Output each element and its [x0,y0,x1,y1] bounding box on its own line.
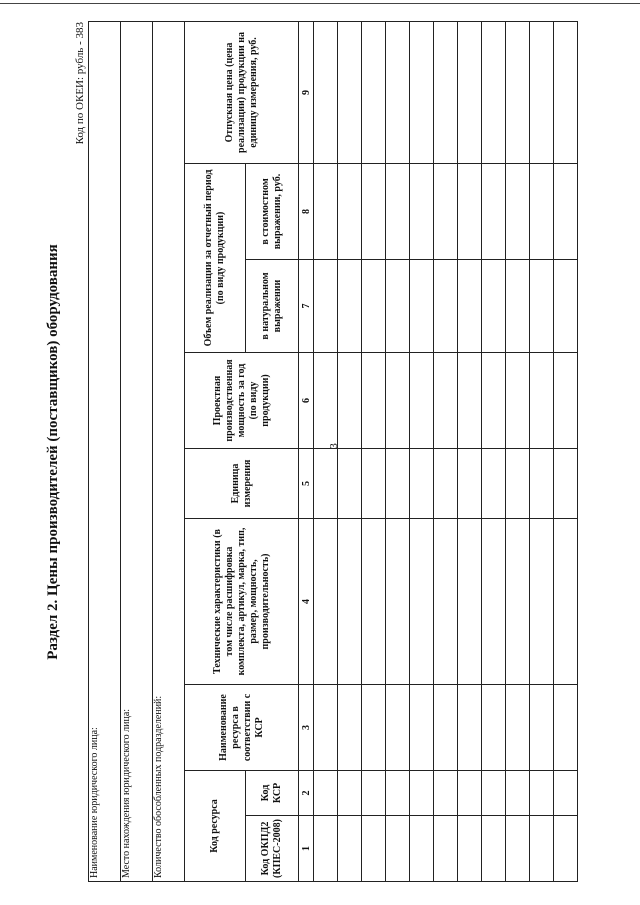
table-cell[interactable] [530,449,554,519]
table-cell[interactable] [530,771,554,816]
table-cell[interactable] [338,685,362,771]
table-cell[interactable] [506,164,530,260]
table-cell[interactable] [506,353,530,449]
header-price: Отпускная цена (цена реализации) продукции на единицу измерения, руб. [185,21,299,163]
header-sales-natural: в натуральном выражении [246,260,299,353]
column-number: 6 [299,353,314,449]
table-cell[interactable] [530,21,554,163]
table-row [314,21,338,881]
location-label[interactable]: Место нахождения юридического лица: [121,21,153,881]
table-cell[interactable] [434,771,458,816]
table-cell[interactable] [554,519,578,685]
header-resource-name: Наименование ресурса в соответствии с КСР [185,685,299,771]
column-number: 9 [299,21,314,163]
table-cell[interactable] [506,21,530,163]
table-cell[interactable] [338,260,362,353]
table-cell[interactable] [458,519,482,685]
table-cell[interactable] [506,449,530,519]
subdivisions-label[interactable]: Количество обособленных подразделений: [153,21,185,881]
table-cell[interactable] [386,21,410,163]
table-cell[interactable] [314,164,338,260]
table-row [506,21,530,881]
table-cell[interactable] [506,260,530,353]
table-cell[interactable] [386,519,410,685]
table-cell[interactable] [410,260,434,353]
table-cell[interactable] [434,685,458,771]
header-sales-value: в стоимостном выражении, руб. [246,164,299,260]
table-cell[interactable] [314,449,338,519]
table-cell[interactable] [338,449,362,519]
table-cell[interactable] [338,771,362,816]
table-cell[interactable] [434,21,458,163]
table-cell[interactable] [458,816,482,882]
table-cell[interactable] [338,353,362,449]
header-tech-specs: Технические характеристики (в том числе расшифровка комплекта, артикул, марка, тип, размер, мощность, производительность) [185,519,299,685]
table-cell[interactable] [554,353,578,449]
table-cell[interactable] [338,21,362,163]
column-number: 2 [299,771,314,816]
table-cell[interactable] [458,164,482,260]
table-cell[interactable] [482,771,506,816]
table-cell[interactable] [314,260,338,353]
form-sheet [40,22,600,882]
table-cell[interactable] [482,164,506,260]
table-cell[interactable] [362,449,386,519]
page-top-rule [0,3,640,4]
table-cell[interactable] [410,685,434,771]
table-cell[interactable] [482,816,506,882]
table-cell[interactable] [410,353,434,449]
table-cell[interactable] [434,260,458,353]
column-number: 1 [299,816,314,882]
table-cell[interactable] [410,519,434,685]
table-cell[interactable] [338,816,362,882]
table-cell[interactable] [458,771,482,816]
column-number: 4 [299,519,314,685]
table-cell[interactable] [554,21,578,163]
prices-table [88,21,578,882]
table-cell[interactable] [458,21,482,163]
table-cell[interactable] [362,816,386,882]
table-cell[interactable] [506,816,530,882]
table-cell[interactable] [410,164,434,260]
table-row [482,21,506,881]
table-cell[interactable] [482,449,506,519]
table-cell[interactable] [386,685,410,771]
legal-name-label[interactable]: Наименование юридического лица: [89,21,121,881]
table-cell[interactable] [434,353,458,449]
okei-code-note: Код по ОКЕИ: рубль - 383 [74,22,86,145]
table-cell[interactable] [434,816,458,882]
table-cell[interactable] [482,519,506,685]
table-cell[interactable] [386,164,410,260]
table-cell[interactable] [434,164,458,260]
table-cell[interactable] [410,449,434,519]
table-cell[interactable] [530,164,554,260]
column-number-row [299,21,314,881]
column-number: 7 [299,260,314,353]
table-cell[interactable] [362,771,386,816]
table-cell[interactable] [506,771,530,816]
table-cell[interactable] [386,353,410,449]
table-cell[interactable] [362,260,386,353]
table-cell[interactable] [506,519,530,685]
table-cell[interactable] [434,519,458,685]
table-cell[interactable] [458,260,482,353]
table-cell[interactable] [482,353,506,449]
table-cell[interactable] [338,519,362,685]
table-cell[interactable] [410,816,434,882]
table-row [410,21,434,881]
table-cell[interactable] [554,164,578,260]
table-cell[interactable] [410,771,434,816]
table-row [338,21,362,881]
table-row [458,21,482,881]
table-cell[interactable] [362,353,386,449]
table-cell[interactable] [530,260,554,353]
table-cell[interactable] [458,353,482,449]
header-sales-volume: Объем реализации за отчетный период (по виду продукции) [185,164,246,353]
header-unit: Единица измерения [185,449,299,519]
table-row [434,21,458,881]
table-cell[interactable] [362,685,386,771]
table-cell[interactable] [386,260,410,353]
table-cell[interactable] [338,164,362,260]
data-rows [314,21,578,881]
column-number: 3 [299,685,314,771]
table-cell[interactable] [458,685,482,771]
table-cell[interactable] [362,519,386,685]
table-row [386,21,410,881]
table-cell[interactable] [434,449,458,519]
table-cell[interactable] [482,21,506,163]
table-cell[interactable] [386,771,410,816]
table-cell[interactable] [386,816,410,882]
table-cell[interactable] [554,771,578,816]
header-row-1 [185,21,246,881]
table-cell[interactable] [362,164,386,260]
table-cell[interactable] [530,519,554,685]
table-cell[interactable] [314,816,338,882]
table-cell[interactable] [314,21,338,163]
info-row-legal-name [89,21,121,881]
table-row [530,21,554,881]
table-cell[interactable] [314,771,338,816]
table-cell[interactable] [482,260,506,353]
table-cell[interactable] [386,449,410,519]
header-ksr-code: Код КСР [246,771,299,816]
table-cell[interactable] [458,449,482,519]
table-cell[interactable] [314,519,338,685]
table-cell[interactable] [530,685,554,771]
table-cell[interactable] [506,685,530,771]
table-cell[interactable] [530,353,554,449]
page-number: 3 [327,443,340,449]
table-row [362,21,386,881]
table-cell[interactable] [482,685,506,771]
table-cell[interactable] [410,21,434,163]
table-cell[interactable] [554,816,578,882]
column-number: 5 [299,449,314,519]
table-cell[interactable] [362,21,386,163]
info-row-location [121,21,153,881]
table-cell[interactable] [530,816,554,882]
header-design-capacity: Проектная производственная мощность за год (по виду продукции) [185,353,299,449]
section-title: Раздел 2. Цены производителей (поставщиков) оборудования [45,244,61,660]
table-cell[interactable] [554,685,578,771]
header-okpd2: Код ОКПД2 (КПЕС-2008) [246,816,299,882]
column-number: 8 [299,164,314,260]
table-row [554,21,578,881]
table-cell[interactable] [314,353,338,449]
table-cell[interactable] [554,260,578,353]
table-cell[interactable] [314,685,338,771]
header-resource-code: Код ресурса [185,771,246,882]
info-row-subdivisions [153,21,185,881]
table-cell[interactable] [554,449,578,519]
